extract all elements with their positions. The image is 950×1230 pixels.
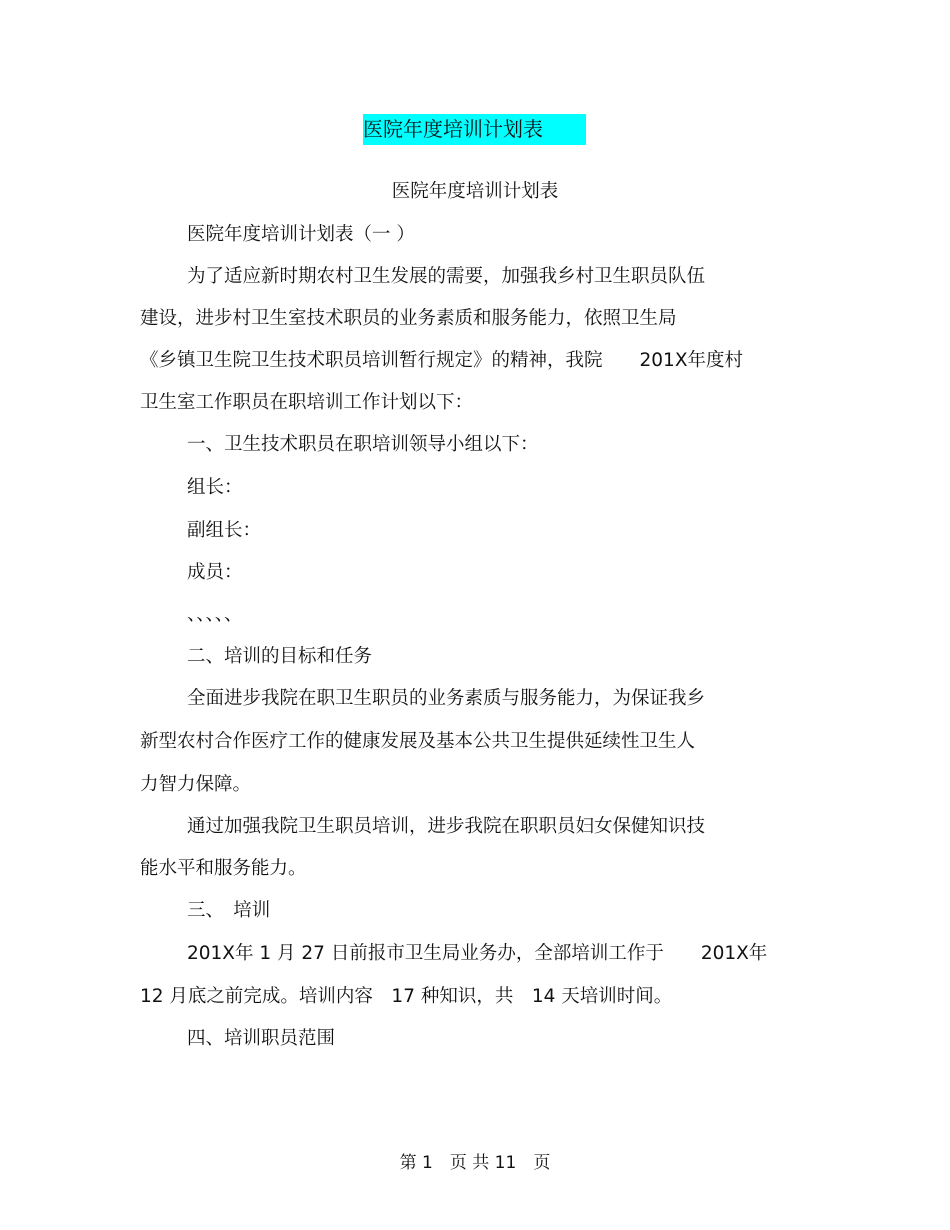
paragraph-goals-line: 新型农村合作医疗工作的健康发展及基本公共卫生提供延续性卫生人 <box>140 731 696 752</box>
paragraph-heading-one: 医院年度培训计划表（一 ） <box>187 224 415 245</box>
paragraph-goals-line: 力智力保障。 <box>140 774 252 795</box>
section-heading-training: 三、 培训 <box>187 900 271 921</box>
document-subtitle: 医院年度培训计划表 <box>391 181 559 202</box>
section-heading-leadership: 一、卫生技术职员在职培训领导小组以下： <box>187 434 539 455</box>
paragraph-schedule-line: 12 月底之前完成。培训内容 17 种知识，共 14 天培训时间。 <box>140 986 673 1007</box>
paragraph-training-line: 通过加强我院卫生职员培训，进步我院在职职员妇女保健知识技 <box>187 816 706 837</box>
paragraph-intro-line: 《乡镇卫生院卫生技术职员培训暂行规定》的精神，我院 201X年度村 <box>140 350 743 371</box>
page-footer: 第 1 页 共 11 页 <box>399 1153 551 1173</box>
deputy-leader-label: 副组长： <box>187 520 262 541</box>
paragraph-intro-line: 建设，进步村卫生室技术职员的业务素质和服务能力，依照卫生局 <box>140 308 677 329</box>
leader-label: 组长： <box>187 477 243 498</box>
section-heading-goals: 二、培训的目标和任务 <box>187 646 373 667</box>
members-list: 、、、、、 <box>187 604 243 625</box>
section-heading-scope: 四、培训职员范围 <box>187 1028 336 1049</box>
paragraph-intro-line: 卫生室工作职员在职培训工作计划以下： <box>140 392 474 413</box>
paragraph-schedule-line: 201X年 1 月 27 日前报市卫生局业务办，全部培训工作于 201X年 <box>187 943 768 964</box>
paragraph-intro-line: 为了适应新时期农村卫生发展的需要，加强我乡村卫生职员队伍 <box>187 266 706 287</box>
members-label: 成员： <box>187 562 243 583</box>
paragraph-training-line: 能水平和服务能力。 <box>140 858 307 879</box>
document-title-banner: 医院年度培训计划表 <box>363 114 586 145</box>
paragraph-goals-line: 全面进步我院在职卫生职员的业务素质与服务能力，为保证我乡 <box>187 688 706 709</box>
